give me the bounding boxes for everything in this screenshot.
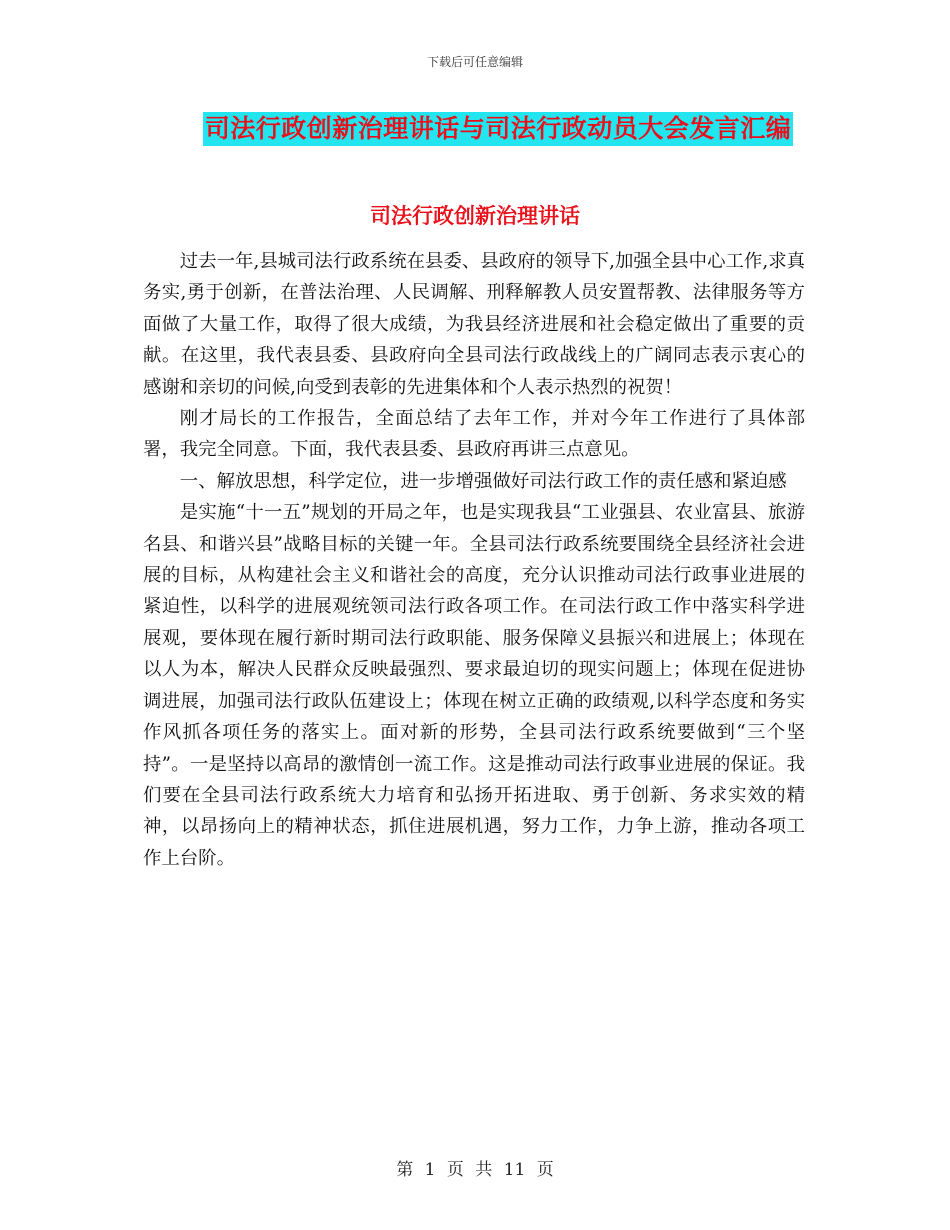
paragraph: 刚才局长的工作报告，全面总结了去年工作，并对今年工作进行了具体部署，我完全同意。下面，我代表县委、县政府再讲三点意见。 bbox=[143, 408, 805, 461]
page-number: 第 1 页 共 11 页 bbox=[396, 1160, 554, 1180]
main-title-container bbox=[0, 112, 950, 146]
main-title: 司法行政创新治理讲话与司法行政动员大会发言汇编 bbox=[203, 112, 794, 146]
paragraph: 是实施“十一五”规划的开局之年，也是实现我县“工业强县、农业富县、旅游名县、和谐兴县”战略目标的关键一年。全县司法行政系统要围绕全县经济社会进展的目标，从构建社会主义和谐社会的高度，充分认识推动司法行政事业进展的紧迫性，以科学的进展观统领司法行政各项工作。在司法行政工作中落实科学进展观，要体现在履行新时期司法行政职能、服务保障义县振兴和进展上；体现在以人为本，解决人民群众反映最强烈、要求最迫切的现实问题上；体现在促进协调进展，加强司法行政队伍建设上；体现在树立正确的政绩观,以科学态度和务实作风抓各项任务的落实上。面对新的形势，全县司法行政系统要做到“三个坚持”。一是坚持以高昂的激情创一流工作。这是推动司法行政事业进展的保证。我们要在全县司法行政系统大力培育和弘扬开拓进取、勇于创新、务求实效的精神，以昂扬向上的精神状态，抓住进展机遇，努力工作，力争上游，推动各项工作上台阶。 bbox=[143, 502, 805, 869]
page-header-note: 下载后可任意编辑 bbox=[426, 55, 523, 69]
section-title: 司法行政创新治理讲话 bbox=[370, 203, 580, 228]
paragraph: 过去一年,县城司法行政系统在县委、县政府的领导下,加强全县中心工作,求真务实,勇于创新，在普法治理、人民调解、刑释解教人员安置帮教、法律服务等方面做了大量工作，取得了很大成绩，为我县经济进展和社会稳定做出了重要的贡献。在这里，我代表县委、县政府向全县司法行政战线上的广阔同志表示衷心的感谢和亲切的问候,向受到表彰的先进集体和个人表示热烈的祝贺！ bbox=[143, 251, 805, 398]
section-heading-paragraph: 一、解放思想，科学定位，进一步增强做好司法行政工作的责任感和紧迫感 bbox=[179, 470, 787, 492]
document-body bbox=[143, 246, 805, 874]
